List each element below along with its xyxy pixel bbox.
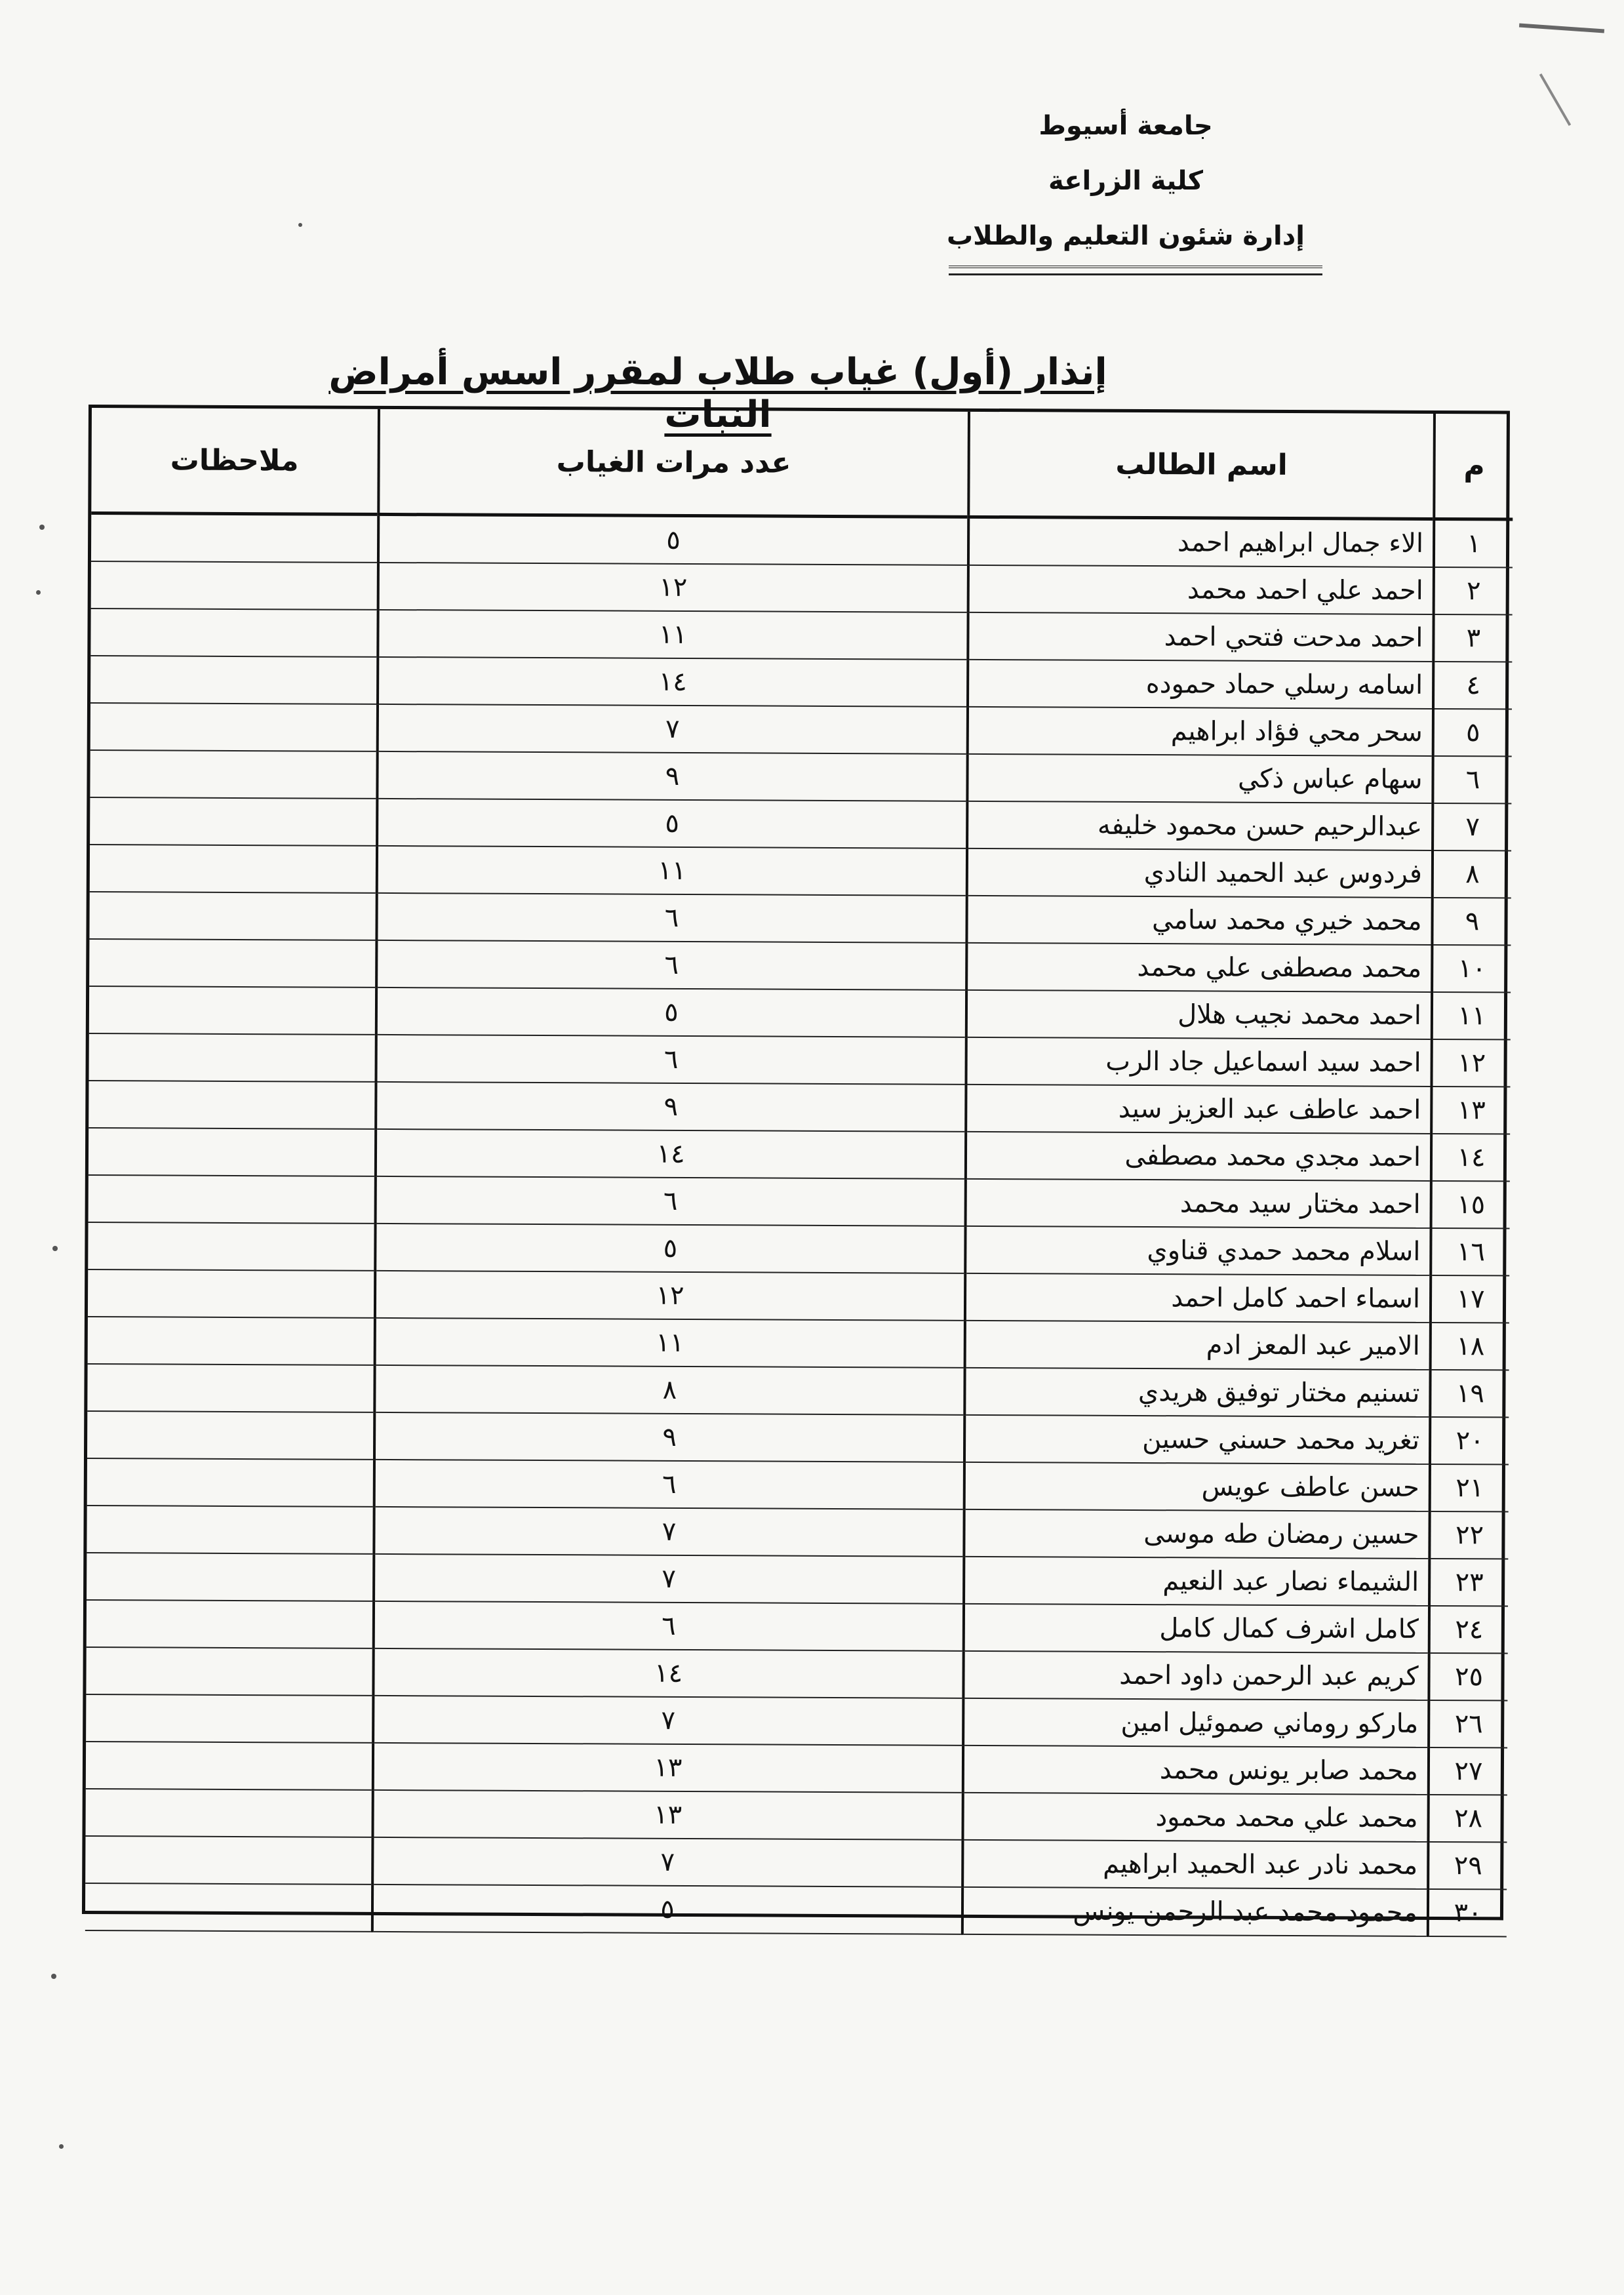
notes-cell <box>90 703 378 751</box>
row-number: ١٩ <box>1430 1370 1509 1418</box>
student-name: محمد مصطفى علي محمد <box>966 943 1432 992</box>
absence-count: ١٢ <box>375 1271 965 1321</box>
student-name: الشيماء نصار عبد النعيم <box>964 1557 1429 1606</box>
row-number: ١٦ <box>1431 1228 1509 1276</box>
absence-count: ٧ <box>374 1554 964 1604</box>
table-row <box>90 703 1512 756</box>
table-row <box>87 1553 1508 1606</box>
absence-count: ١٤ <box>378 657 968 707</box>
notes-cell <box>89 1175 376 1224</box>
notes-cell <box>87 1364 374 1412</box>
student-name: اسلام محمد حمدي قناوي <box>965 1226 1431 1275</box>
row-number: ٢٢ <box>1429 1511 1508 1559</box>
row-number: ٥ <box>1433 709 1512 757</box>
student-name: عبدالرحيم حسن محمود خليفه <box>967 801 1433 850</box>
absence-count: ٥ <box>377 799 967 848</box>
absence-count: ٥ <box>378 514 968 565</box>
absence-count: ٦ <box>374 1601 964 1651</box>
student-name: حسين رمضان طه موسى <box>964 1509 1429 1559</box>
notes-cell <box>85 1836 372 1885</box>
absence-count: ٩ <box>376 1082 966 1132</box>
table-row <box>90 656 1512 709</box>
table-row <box>89 1175 1510 1228</box>
student-name: كريم عبد الرحمن داود احمد <box>963 1651 1429 1700</box>
absence-count: ٩ <box>377 751 967 801</box>
absence-count: ٧ <box>374 1507 964 1557</box>
student-name: محمد صابر يونس محمد <box>963 1746 1429 1795</box>
row-number: ٢ <box>1434 567 1513 615</box>
organization-header <box>877 98 1375 264</box>
notes-cell <box>86 1742 373 1790</box>
row-number: ٢٤ <box>1429 1606 1508 1654</box>
table-row <box>89 986 1511 1039</box>
row-number: ٢٨ <box>1428 1795 1507 1843</box>
notes-cell <box>85 1789 372 1837</box>
row-number: ١٧ <box>1431 1275 1509 1323</box>
table-row <box>88 1269 1509 1323</box>
student-name: محمود محمد عبد الرحمن يونس <box>962 1887 1428 1936</box>
row-number: ٤ <box>1433 662 1512 709</box>
row-number: ٦ <box>1433 756 1511 804</box>
university-name: جامعة أسيوط <box>1039 111 1213 141</box>
absence-count: ٧ <box>378 704 968 754</box>
absence-count: ٥ <box>372 1885 962 1934</box>
row-number: ٣ <box>1433 614 1512 662</box>
scan-speck <box>52 1246 58 1251</box>
table-header-row <box>91 408 1513 519</box>
scan-artifact-stroke <box>1519 23 1604 33</box>
faculty-name: كلية الزراعة <box>1048 166 1204 196</box>
notes-cell <box>90 750 377 799</box>
scan-artifact-stroke <box>1539 73 1571 126</box>
row-number: ١١ <box>1432 992 1511 1040</box>
notes-cell <box>88 1222 375 1271</box>
notes-cell <box>87 1600 374 1648</box>
student-name: محمد نادر عبد الحميد ابراهيم <box>962 1840 1428 1889</box>
student-name: تسنيم مختار توفيق هريدي <box>964 1368 1430 1417</box>
notes-cell <box>90 609 378 657</box>
absence-table <box>82 405 1510 1928</box>
table-row <box>90 609 1512 662</box>
student-name: سحر محي فؤاد ابراهيم <box>968 707 1433 756</box>
row-number: ٢٦ <box>1429 1700 1507 1748</box>
column-header-number: م <box>1434 414 1513 519</box>
notes-cell <box>87 1553 374 1601</box>
table-row <box>89 1033 1511 1087</box>
column-header-notes: ملاحظات <box>91 408 379 514</box>
absence-count: ٩ <box>374 1412 964 1462</box>
student-name: تغريد محمد حسني حسين <box>964 1415 1430 1464</box>
column-header-student-name: اسم الطالب <box>968 412 1435 519</box>
absence-count: ٦ <box>376 1176 966 1226</box>
notes-cell <box>86 1694 373 1743</box>
table-row <box>89 1081 1510 1134</box>
scan-speck <box>51 1974 56 1979</box>
row-number: ٣٠ <box>1428 1889 1507 1937</box>
notes-cell <box>90 656 378 704</box>
absence-count: ٦ <box>376 1035 966 1085</box>
row-number: ١ <box>1434 519 1513 567</box>
row-number: ١٠ <box>1432 945 1511 993</box>
table-row <box>91 561 1513 614</box>
table-row <box>90 750 1511 803</box>
notes-cell <box>88 1317 375 1365</box>
row-number: ٢٠ <box>1430 1417 1509 1465</box>
absence-count: ٧ <box>372 1837 962 1887</box>
row-number: ١٥ <box>1431 1181 1510 1229</box>
table-row <box>87 1364 1509 1417</box>
scan-speck <box>36 590 41 595</box>
absence-count: ١٣ <box>373 1743 963 1793</box>
row-number: ٢٥ <box>1429 1653 1507 1701</box>
scan-speck <box>298 223 302 227</box>
student-name: ماركو روماني صموئيل امين <box>963 1698 1429 1747</box>
student-name: احمد عاطف عبد العزيز سيد <box>966 1085 1431 1134</box>
header-divider <box>949 266 1322 275</box>
table-row <box>90 797 1511 850</box>
student-name: فردوس عبد الحميد النادي <box>967 848 1433 898</box>
table-row <box>85 1789 1507 1842</box>
notes-cell <box>86 1647 373 1696</box>
table-row <box>85 1883 1507 1936</box>
notes-cell <box>87 1506 374 1554</box>
student-name: اسماء احمد كامل احمد <box>965 1273 1431 1323</box>
absence-count: ١٤ <box>373 1648 963 1698</box>
absence-count: ٥ <box>375 1224 965 1273</box>
student-name: الامير عبد المعز ادم <box>965 1321 1431 1370</box>
row-number: ٧ <box>1433 803 1511 851</box>
notes-cell <box>89 939 376 988</box>
notes-cell <box>89 892 376 940</box>
row-number: ٢٧ <box>1429 1747 1507 1795</box>
absence-count: ٨ <box>374 1365 964 1415</box>
student-name: الاء جمال ابراهيم احمد <box>968 517 1434 567</box>
student-name: اسامه رسلي حماد حموده <box>968 660 1433 709</box>
absence-count: ١١ <box>377 846 967 896</box>
table-row <box>85 1836 1507 1889</box>
table-row <box>87 1600 1508 1653</box>
row-number: ٢٩ <box>1428 1842 1507 1890</box>
row-number: ١٣ <box>1431 1087 1510 1134</box>
absence-count: ١١ <box>378 610 968 660</box>
notes-cell <box>91 561 378 610</box>
student-name: احمد سيد اسماعيل جاد الرب <box>966 1037 1431 1087</box>
absence-count: ٥ <box>376 988 966 1037</box>
row-number: ١٤ <box>1431 1134 1510 1182</box>
table-row <box>87 1458 1509 1511</box>
absence-count: ١١ <box>375 1318 965 1368</box>
notes-cell <box>89 986 376 1035</box>
row-number: ٢١ <box>1430 1464 1509 1512</box>
student-name: احمد مجدي محمد مصطفى <box>966 1132 1431 1181</box>
column-header-absences: عدد مرات الغياب <box>378 409 969 517</box>
absence-count: ٧ <box>373 1696 963 1746</box>
scan-speck <box>39 525 45 530</box>
absence-count: ١٤ <box>376 1129 966 1179</box>
table-row <box>86 1647 1507 1700</box>
notes-cell <box>89 1081 376 1129</box>
department-name: إدارة شئون التعليم والطلاب <box>946 221 1305 251</box>
absence-count: ١٢ <box>378 563 968 612</box>
table-row <box>87 1506 1508 1559</box>
table-row <box>91 513 1513 568</box>
row-number: ٩ <box>1432 898 1511 946</box>
notes-cell <box>89 1033 376 1082</box>
table-row <box>87 1411 1509 1464</box>
notes-cell <box>89 1128 376 1176</box>
notes-cell <box>87 1458 374 1507</box>
row-number: ٨ <box>1433 850 1511 898</box>
row-number: ١٢ <box>1431 1039 1510 1087</box>
scan-speck <box>59 2144 64 2149</box>
table-row <box>86 1742 1507 1795</box>
notes-cell <box>85 1883 372 1932</box>
table-body <box>85 513 1513 1937</box>
student-name: محمد علي محمد محمود <box>962 1793 1428 1842</box>
student-name: احمد مختار سيد محمد <box>966 1179 1431 1228</box>
student-name: حسن عاطف عويس <box>964 1462 1430 1511</box>
notes-cell <box>90 845 377 893</box>
table-row <box>88 1317 1509 1370</box>
absence-count: ٦ <box>374 1460 964 1509</box>
table-row <box>86 1694 1507 1747</box>
absence-count: ١٣ <box>372 1790 962 1840</box>
notes-cell <box>90 797 377 846</box>
table-row <box>89 892 1511 945</box>
table-row <box>89 1128 1510 1181</box>
notes-cell <box>91 513 378 563</box>
table-row <box>88 1222 1509 1275</box>
notes-cell <box>88 1269 375 1318</box>
document-title: إنذار (أول) غياب طلاب لمقرر اسس أمراض النبات <box>328 351 1107 436</box>
table-row <box>89 939 1511 992</box>
student-name: احمد مدحت فتحي احمد <box>968 612 1433 662</box>
student-name: كامل اشرف كمال كامل <box>964 1604 1429 1653</box>
notes-cell <box>87 1411 374 1460</box>
absence-count: ٦ <box>376 893 966 943</box>
student-name: احمد علي احمد محمد <box>968 565 1434 614</box>
absence-count: ٦ <box>376 940 966 990</box>
table-row <box>90 845 1511 898</box>
row-number: ٢٣ <box>1429 1559 1508 1606</box>
student-name: احمد محمد نجيب هلال <box>966 990 1432 1039</box>
student-name: محمد خيري محمد سامي <box>966 896 1432 945</box>
row-number: ١٨ <box>1431 1323 1509 1370</box>
student-name: سهام عباس ذكي <box>967 754 1433 803</box>
